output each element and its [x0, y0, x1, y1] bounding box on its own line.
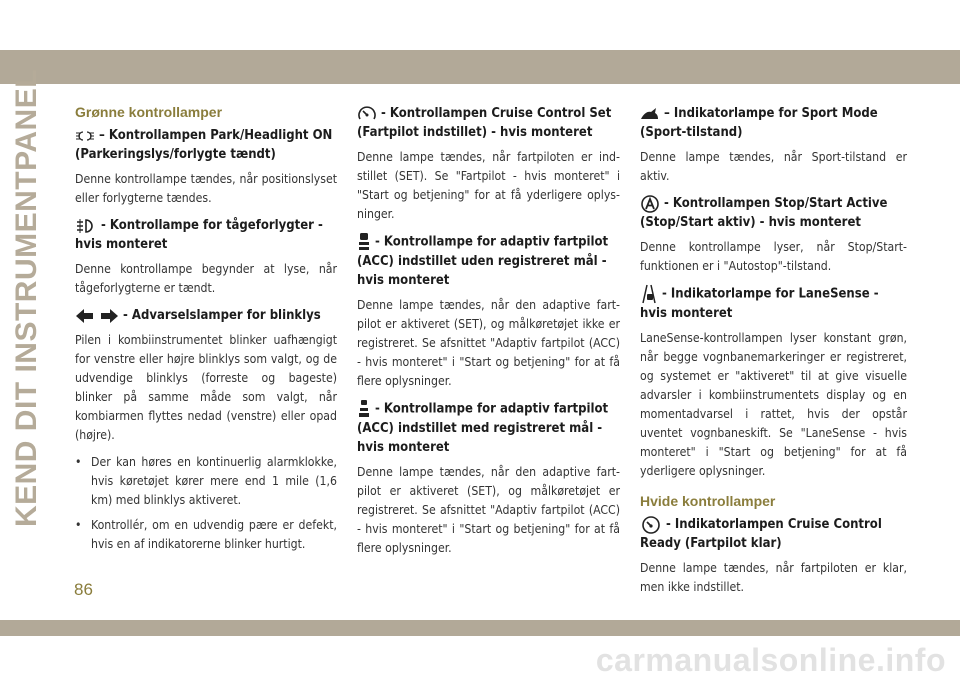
page-number: 86: [74, 580, 93, 599]
item-body-acc-target: Denne lampe tændes, når den adaptive fartpilot er aktiveret (SET), og målkøretøjet er registreret. Se afsnittet "Adaptiv fartpilot (ACC) - hvis monteret" i "Start og betjening" for at få flere oplysninger.: [357, 465, 620, 555]
side-chapter-title-text: KEND DIT INSTRUMENTPANEL: [10, 68, 44, 527]
side-chapter-title: [5, 68, 49, 527]
header-band: [0, 50, 960, 84]
section-title-white: Hvide kontrollamper: [640, 493, 776, 509]
section-title-green: Grønne kontrollamper: [75, 104, 223, 120]
column-3: [640, 104, 907, 605]
list-item: • Der kan høres en kontinuerlig alarmklokke, hvis køretøjet kører mere end 1 mile (1,6 km) med blinklys aktiveret.: [75, 453, 337, 510]
watermark-area: [0, 636, 960, 678]
item-body-turn-signal: Pilen i kombiinstrumentet blinker uafhængigt for venstre eller højre blinklys som valgt, og de udvendige blinklys (forreste og bageste) blinker på samme måde som valgt, når kombiarmen flyttes nedad (venstre) eller opad (højre).: [75, 333, 337, 442]
item-body-cruise-ready: Denne lampe tændes, når fartpiloten er klar, men ikke indstillet.: [640, 561, 907, 594]
item-title-acc-no-target: - Kontrollampe for adaptiv fartpilot (ACC) indstillet uden registreret mål - hvis monteret: [357, 232, 620, 290]
item-body-lanesense: LaneSense-kontrollampen lyser konstant grøn, når begge vognbanemarkeringer er registreret, og systemet er "aktiveret" til at give visuelle advarsler i kombiinstrumentets display og en momentadvarsel i rattet, hvis der opstår uventet vognbaneskift. Se "LaneSense - hvis monteret" i "Start og betjening" for at få yderligere oplysninger.: [640, 331, 907, 478]
item-title-lanesense: - Indikatorlampe for LaneSense - hvis monteret: [640, 284, 907, 323]
cruise-control-ready-icon: [640, 516, 662, 534]
item-title-park-headlight: – Kontrollampen Park/Headlight ON (Parkeringslys/forlygte tændt): [75, 128, 333, 162]
item-title-acc-target: - Kontrollampe for adaptiv fartpilot (ACC) indstillet med registreret mål - hvis monteret: [357, 399, 620, 457]
cruise-control-set-icon: [357, 106, 377, 122]
lanesense-icon: [640, 284, 658, 304]
stop-start-icon: [640, 195, 660, 213]
item-title-fog-light: - Kontrollampe for tågeforlygter - hvis monteret: [75, 218, 323, 252]
item-title-sport-mode: – Indikatorlampe for Sport Mode (Sport-tilstand): [640, 106, 878, 140]
fog-light-icon: [75, 218, 97, 234]
list-item: • Kontrollér, om en udvendig pære er defekt, hvis en af indikatorerne blinker hurtigt.: [75, 516, 337, 554]
column-2: [357, 104, 620, 566]
acc-no-target-icon: [357, 232, 371, 252]
footer-band: [0, 620, 960, 636]
sport-mode-icon: [640, 107, 660, 121]
turn-signal-bullet-list: [75, 453, 337, 554]
item-title-cruise-ready: - Indikatorlampen Cruise Control Ready (Fartpilot klar): [640, 517, 882, 551]
item-body-park-headlight: Denne kontrollampe tændes, når positionslyset eller forlygterne tændes.: [75, 172, 337, 205]
item-title-turn-signal: - Advarselslamper for blinklys: [75, 306, 337, 325]
acc-target-icon: [357, 399, 371, 419]
item-body-acc-no-target: Denne lampe tændes, når den adaptive fartpilot er aktiveret (SET), og målkøretøjet ikke er registreret. Se afsnittet "Adaptiv fartpilot (ACC) - hvis monteret" i "Start og betjening" for at få flere oplysninger.: [357, 298, 620, 388]
column-1: [75, 104, 337, 560]
watermark-text: carmanualsonline.info: [595, 642, 946, 678]
park-headlight-icon: [75, 130, 95, 142]
item-body-stop-start: Denne kontrollampe lyser, når Stop/Start-funktionen er i "Autostop"-tilstand.: [640, 240, 907, 273]
item-body-fog-light: Denne kontrollampe begynder at lyse, når tågeforlygterne er tændt.: [75, 262, 337, 295]
item-title-stop-start: - Kontrollampen Stop/Start Active (Stop/Start aktiv) - hvis monteret: [640, 196, 888, 230]
item-body-sport-mode: Denne lampe tændes, når Sport-tilstand er aktiv.: [640, 150, 907, 183]
turn-signal-arrows-icon: [75, 308, 119, 324]
item-body-cruise-set: Denne lampe tændes, når fartpiloten er indstillet (SET). Se "Fartpilot - hvis monteret" i "Start og betjening" for at få yderligere oplysninger.: [357, 150, 620, 221]
item-title-cruise-set: - Kontrollampen Cruise Control Set (Fartpilot indstillet) - hvis monteret: [357, 106, 612, 140]
